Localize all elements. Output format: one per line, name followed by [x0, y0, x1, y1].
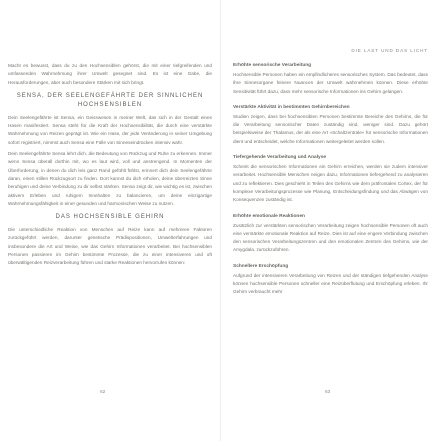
section-heading-brain: DAS HOCHSENSIBLE GEHIRN	[55, 214, 165, 221]
entry-text: Scheint die sensorischen Informationen ein Gehirn erreichen, werden sie zudem intensiver verarbeitet. Hochsensible Menschen neigen dazu, Informationen tiefergehend zu analysieren und zu reflektieren. Dies geschieht in Teilen des Gehirns wie dem präfrontalen Cortex, der für komplexe Verarbeitungsprozesse wie Planung, Entscheidungsfindung und das Abwägen von Konsequenzen zuständig ist.	[233, 164, 428, 203]
page-number-left: 62	[100, 390, 106, 395]
section-heading-sensa: SENSA, DER SEELENGEFÄHRTE DER SINNLICHEN HOCHSENSIBLEN	[16, 92, 204, 108]
sensa-paragraph-1: Dein Seelengefährte ist Sensa, ein Geisswesen in meiner Welt, das sich in der Gestalt eines Hasen manifestiert. Sensa steht für die Kraft der Hochsensibilität, die durch eine verstärkte Wahrnehmung von Reizen geprägt ist. Wie ein Hase, der jede Veränderung in seiner Umgebung sofort registriert, nimmst auch Sensa eine Fülle von Sinneseindrücken intensiv wahr.	[8, 114, 212, 145]
entry-text: Hochsensible Personen haben ein empfindlicheres sensorisches System. Das bedeutet, dass ihre Sinnesorgane feinere Nuancen der Umwelt wahrnehmen können. Diese erhöhte Sensitivität führt dazu, dass mehr sensorische Informationen ins Gehirn gelangen.	[233, 72, 428, 94]
entry-deep-processing	[233, 154, 428, 204]
right-page	[220, 0, 440, 441]
entry-fatigue	[233, 263, 428, 297]
intro-paragraph: Macht es bewusst, dass du zu den Hochsensiblen gehörst, die mit einer tiefgreifenden und umfassenden Wahrnehmung ihrer Umwelt gesegnet sind. Es ist eine Gabe, die Herausforderungen, aber auch besondere Stärken mit sich bringt.	[8, 63, 212, 85]
entry-emotional-reactions	[233, 213, 428, 255]
sensa-paragraph-2: Dein Seelengefährte Sensa lehrt dich, die Bedeutung von Rückzug und Ruhe zu erkennen. Immer wenn Sensa überall dorthin mit, wo es laut wird, voll und anstrengend. In Momenten der Überforderung, in denen du dich leis ganz Rand gefühlt fühlst, erinnert dich dein Seelengefährte daran, einen stillen Rückzugsort zu finden. Dort kannst du dich erholen, deine überreizten Sinne beruhigen und deine Verbindung zu dir selbst stärken. Sensa zeigt dir, wie wichtig es ist, zwischen aktivem Erleben und ruhigem Innehalten zu balancieren, um deine einzigartige Wahrnehmungsfähigkeit in einer gesunden und harmonischen Weise zu nutzen.	[8, 151, 212, 206]
left-page	[0, 0, 220, 441]
entry-title: Schnellere Erschöpfung	[233, 263, 289, 269]
brain-paragraph: Die unterschiedliche Reaktion von Menschen auf Reize kann auf mehreren Faktoren zurückgeführt werden, darunter genetische Prädispositionen, Umwelterfahrungen und insbesondere die Art und Weise, wie das Gehirn Informationen verarbeitet. Bei hochsensiblen Personen passieren im Gehirn bestimmte Prozesse, die zu einer intensiveren und oft überwältigenden Reizverarbeitung führen und starke Reaktionen hervorrufen können:	[8, 227, 212, 266]
entry-title: Erhöhte emotionale Reaktionen	[233, 213, 305, 219]
entry-text: Zusätzlich zur verstärkten sensorischen Verarbeitung zeigen hochsensible Personen oft auch eine verstärkte emotionale Reaktion auf Reize. Dies ist auf eine engere Verbindung zwischen den sensorischen Verarbeitungszentren und den emotionalen Zentren des Gehirns, wie der Amygdala, zurückzuführen.	[233, 222, 428, 253]
entry-text: Studien zeigen, dass bei hochsensiblen Personen bestimmte Bereiche des Gehirns, die für die Verarbeitung sensorischer Daten zuständig sind, weniger sind. Dazu gehört beispielsweise der Thalamus, der als eine Art »Schaltzentrale« für sensorische Informationen dient und entscheidet, welche Informationen weitergeleitet werden sollen.	[233, 113, 428, 144]
running-head: DIE LAST UND DAS LICHT	[351, 48, 428, 53]
page-number-right: 63	[325, 390, 331, 395]
entry-title: Erhöhte sensorische Verarbeitung	[233, 63, 312, 68]
entry-title: Verstärkte Aktivität in bestimmten Gehirnbereichen	[233, 104, 350, 110]
entry-brain-activity	[233, 104, 428, 146]
entry-text: Aufgrund der intensiveren Verarbeitung von Reizen und der ständigen tiefgehenden Analyse können hochsensible Personen schneller eine Reizüberflutung und Erschöpfung erleben. Ihr Gehirn verbraucht mehr	[233, 272, 428, 295]
entry-sensory-processing	[233, 62, 428, 96]
entry-title: Tiefergehende Verarbeitung und Analyse	[233, 155, 327, 161]
